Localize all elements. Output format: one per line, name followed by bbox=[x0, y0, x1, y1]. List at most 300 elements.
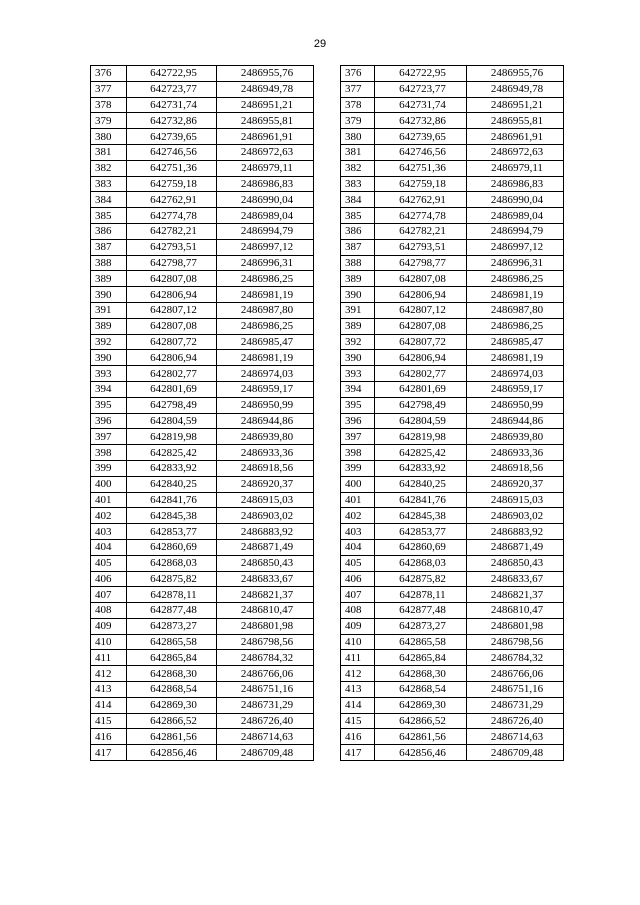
table-row bbox=[91, 223, 564, 239]
table-row bbox=[91, 587, 564, 603]
column-gap bbox=[314, 271, 341, 287]
column-gap bbox=[314, 729, 341, 745]
x-coordinate-cell: 642793,51 bbox=[375, 239, 467, 255]
point-number-cell: 389 bbox=[91, 271, 127, 287]
x-coordinate-cell: 642746,56 bbox=[127, 144, 217, 160]
point-number-cell: 417 bbox=[91, 745, 127, 761]
point-number-cell: 410 bbox=[341, 634, 375, 650]
x-coordinate-cell: 642865,58 bbox=[375, 634, 467, 650]
column-gap bbox=[314, 571, 341, 587]
y-coordinate-cell: 2486850,43 bbox=[217, 555, 314, 571]
x-coordinate-cell: 642877,48 bbox=[375, 603, 467, 619]
x-coordinate-cell: 642868,03 bbox=[375, 555, 467, 571]
y-coordinate-cell: 2486955,81 bbox=[217, 113, 314, 129]
x-coordinate-cell: 642865,58 bbox=[127, 634, 217, 650]
x-coordinate-cell: 642798,77 bbox=[127, 255, 217, 271]
point-number-cell: 377 bbox=[341, 81, 375, 97]
table-row bbox=[91, 539, 564, 555]
y-coordinate-cell: 2486955,76 bbox=[467, 66, 564, 82]
y-coordinate-cell: 2486986,83 bbox=[467, 176, 564, 192]
y-coordinate-cell: 2486949,78 bbox=[467, 81, 564, 97]
y-coordinate-cell: 2486955,81 bbox=[467, 113, 564, 129]
y-coordinate-cell: 2486883,92 bbox=[217, 524, 314, 540]
y-coordinate-cell: 2486903,02 bbox=[467, 508, 564, 524]
y-coordinate-cell: 2486726,40 bbox=[217, 713, 314, 729]
point-number-cell: 391 bbox=[91, 302, 127, 318]
point-number-cell: 396 bbox=[91, 413, 127, 429]
point-number-cell: 378 bbox=[91, 97, 127, 113]
point-number-cell: 410 bbox=[91, 634, 127, 650]
y-coordinate-cell: 2486989,04 bbox=[217, 208, 314, 224]
y-coordinate-cell: 2486709,48 bbox=[467, 745, 564, 761]
point-number-cell: 395 bbox=[341, 397, 375, 413]
table-row bbox=[91, 476, 564, 492]
point-number-cell: 394 bbox=[341, 381, 375, 397]
table-row bbox=[91, 239, 564, 255]
point-number-cell: 388 bbox=[91, 255, 127, 271]
x-coordinate-cell: 642869,30 bbox=[375, 697, 467, 713]
point-number-cell: 393 bbox=[341, 366, 375, 382]
table-row bbox=[91, 697, 564, 713]
x-coordinate-cell: 642723,77 bbox=[375, 81, 467, 97]
point-number-cell: 409 bbox=[91, 618, 127, 634]
column-gap bbox=[314, 666, 341, 682]
point-number-cell: 414 bbox=[341, 697, 375, 713]
y-coordinate-cell: 2486731,29 bbox=[217, 697, 314, 713]
y-coordinate-cell: 2486801,98 bbox=[467, 618, 564, 634]
x-coordinate-cell: 642798,49 bbox=[127, 397, 217, 413]
column-gap bbox=[314, 176, 341, 192]
x-coordinate-cell: 642798,49 bbox=[375, 397, 467, 413]
point-number-cell: 416 bbox=[91, 729, 127, 745]
y-coordinate-cell: 2486821,37 bbox=[217, 587, 314, 603]
table-row bbox=[91, 397, 564, 413]
table-row bbox=[91, 713, 564, 729]
x-coordinate-cell: 642875,82 bbox=[375, 571, 467, 587]
point-number-cell: 386 bbox=[341, 223, 375, 239]
table-row bbox=[91, 66, 564, 82]
table-row bbox=[91, 745, 564, 761]
x-coordinate-cell: 642856,46 bbox=[375, 745, 467, 761]
y-coordinate-cell: 2486955,76 bbox=[217, 66, 314, 82]
y-coordinate-cell: 2486985,47 bbox=[467, 334, 564, 350]
point-number-cell: 389 bbox=[341, 271, 375, 287]
y-coordinate-cell: 2486798,56 bbox=[467, 634, 564, 650]
table-row bbox=[91, 524, 564, 540]
x-coordinate-cell: 642807,08 bbox=[375, 271, 467, 287]
column-gap bbox=[314, 334, 341, 350]
x-coordinate-cell: 642806,94 bbox=[375, 287, 467, 303]
table-row bbox=[91, 160, 564, 176]
y-coordinate-cell: 2486972,63 bbox=[467, 144, 564, 160]
y-coordinate-cell: 2486987,80 bbox=[217, 302, 314, 318]
x-coordinate-cell: 642759,18 bbox=[375, 176, 467, 192]
table-row bbox=[91, 176, 564, 192]
x-coordinate-cell: 642751,36 bbox=[375, 160, 467, 176]
x-coordinate-cell: 642833,92 bbox=[127, 460, 217, 476]
x-coordinate-cell: 642868,30 bbox=[127, 666, 217, 682]
x-coordinate-cell: 642866,52 bbox=[127, 713, 217, 729]
x-coordinate-cell: 642841,76 bbox=[127, 492, 217, 508]
x-coordinate-cell: 642860,69 bbox=[127, 539, 217, 555]
y-coordinate-cell: 2486915,03 bbox=[467, 492, 564, 508]
point-number-cell: 408 bbox=[341, 603, 375, 619]
column-gap bbox=[314, 413, 341, 429]
x-coordinate-cell: 642732,86 bbox=[127, 113, 217, 129]
y-coordinate-cell: 2486751,16 bbox=[217, 682, 314, 698]
point-number-cell: 409 bbox=[341, 618, 375, 634]
point-number-cell: 378 bbox=[341, 97, 375, 113]
point-number-cell: 397 bbox=[341, 429, 375, 445]
y-coordinate-cell: 2486950,99 bbox=[467, 397, 564, 413]
point-number-cell: 400 bbox=[91, 476, 127, 492]
point-number-cell: 393 bbox=[91, 366, 127, 382]
point-number-cell: 376 bbox=[91, 66, 127, 82]
y-coordinate-cell: 2486961,91 bbox=[217, 129, 314, 145]
table-row bbox=[91, 603, 564, 619]
x-coordinate-cell: 642806,94 bbox=[127, 287, 217, 303]
column-gap bbox=[314, 223, 341, 239]
x-coordinate-cell: 642807,12 bbox=[127, 302, 217, 318]
point-number-cell: 411 bbox=[341, 650, 375, 666]
column-gap bbox=[314, 508, 341, 524]
column-gap bbox=[314, 445, 341, 461]
coordinates-table bbox=[90, 65, 564, 761]
y-coordinate-cell: 2486986,25 bbox=[217, 318, 314, 334]
x-coordinate-cell: 642868,30 bbox=[375, 666, 467, 682]
table-row bbox=[91, 287, 564, 303]
point-number-cell: 415 bbox=[91, 713, 127, 729]
point-number-cell: 406 bbox=[91, 571, 127, 587]
point-number-cell: 407 bbox=[341, 587, 375, 603]
x-coordinate-cell: 642866,52 bbox=[375, 713, 467, 729]
column-gap bbox=[314, 318, 341, 334]
x-coordinate-cell: 642840,25 bbox=[375, 476, 467, 492]
table-row bbox=[91, 271, 564, 287]
x-coordinate-cell: 642853,77 bbox=[375, 524, 467, 540]
y-coordinate-cell: 2486997,12 bbox=[467, 239, 564, 255]
x-coordinate-cell: 642878,11 bbox=[127, 587, 217, 603]
column-gap bbox=[314, 603, 341, 619]
table-row bbox=[91, 129, 564, 145]
x-coordinate-cell: 642825,42 bbox=[375, 445, 467, 461]
y-coordinate-cell: 2486726,40 bbox=[467, 713, 564, 729]
y-coordinate-cell: 2486801,98 bbox=[217, 618, 314, 634]
table-row bbox=[91, 508, 564, 524]
column-gap bbox=[314, 587, 341, 603]
x-coordinate-cell: 642722,95 bbox=[127, 66, 217, 82]
x-coordinate-cell: 642873,27 bbox=[375, 618, 467, 634]
table-row bbox=[91, 650, 564, 666]
y-coordinate-cell: 2486933,36 bbox=[217, 445, 314, 461]
table-row bbox=[91, 666, 564, 682]
point-number-cell: 377 bbox=[91, 81, 127, 97]
column-gap bbox=[314, 66, 341, 82]
point-number-cell: 403 bbox=[91, 524, 127, 540]
x-coordinate-cell: 642873,27 bbox=[127, 618, 217, 634]
y-coordinate-cell: 2486990,04 bbox=[467, 192, 564, 208]
table-row bbox=[91, 571, 564, 587]
y-coordinate-cell: 2486974,03 bbox=[467, 366, 564, 382]
table-row bbox=[91, 334, 564, 350]
point-number-cell: 390 bbox=[91, 287, 127, 303]
y-coordinate-cell: 2486821,37 bbox=[467, 587, 564, 603]
point-number-cell: 399 bbox=[341, 460, 375, 476]
column-gap bbox=[314, 650, 341, 666]
x-coordinate-cell: 642868,54 bbox=[127, 682, 217, 698]
y-coordinate-cell: 2486810,47 bbox=[217, 603, 314, 619]
point-number-cell: 407 bbox=[91, 587, 127, 603]
column-gap bbox=[314, 492, 341, 508]
x-coordinate-cell: 642807,08 bbox=[127, 271, 217, 287]
point-number-cell: 401 bbox=[341, 492, 375, 508]
point-number-cell: 391 bbox=[341, 302, 375, 318]
point-number-cell: 417 bbox=[341, 745, 375, 761]
x-coordinate-cell: 642746,56 bbox=[375, 144, 467, 160]
x-coordinate-cell: 642806,94 bbox=[375, 350, 467, 366]
x-coordinate-cell: 642869,30 bbox=[127, 697, 217, 713]
point-number-cell: 385 bbox=[341, 208, 375, 224]
point-number-cell: 376 bbox=[341, 66, 375, 82]
y-coordinate-cell: 2486987,80 bbox=[467, 302, 564, 318]
point-number-cell: 390 bbox=[91, 350, 127, 366]
point-number-cell: 392 bbox=[91, 334, 127, 350]
x-coordinate-cell: 642802,77 bbox=[375, 366, 467, 382]
y-coordinate-cell: 2486990,04 bbox=[217, 192, 314, 208]
y-coordinate-cell: 2486979,11 bbox=[467, 160, 564, 176]
x-coordinate-cell: 642878,11 bbox=[375, 587, 467, 603]
x-coordinate-cell: 642759,18 bbox=[127, 176, 217, 192]
column-gap bbox=[314, 460, 341, 476]
y-coordinate-cell: 2486939,80 bbox=[467, 429, 564, 445]
x-coordinate-cell: 642802,77 bbox=[127, 366, 217, 382]
table-row bbox=[91, 350, 564, 366]
y-coordinate-cell: 2486751,16 bbox=[467, 682, 564, 698]
x-coordinate-cell: 642782,21 bbox=[127, 223, 217, 239]
y-coordinate-cell: 2486989,04 bbox=[467, 208, 564, 224]
point-number-cell: 382 bbox=[91, 160, 127, 176]
table-row bbox=[91, 255, 564, 271]
y-coordinate-cell: 2486944,86 bbox=[217, 413, 314, 429]
y-coordinate-cell: 2486981,19 bbox=[467, 350, 564, 366]
y-coordinate-cell: 2486951,21 bbox=[217, 97, 314, 113]
y-coordinate-cell: 2486784,32 bbox=[467, 650, 564, 666]
column-gap bbox=[314, 97, 341, 113]
point-number-cell: 382 bbox=[341, 160, 375, 176]
point-number-cell: 390 bbox=[341, 350, 375, 366]
column-gap bbox=[314, 144, 341, 160]
table-row bbox=[91, 555, 564, 571]
column-gap bbox=[314, 634, 341, 650]
x-coordinate-cell: 642868,54 bbox=[375, 682, 467, 698]
table-row bbox=[91, 429, 564, 445]
y-coordinate-cell: 2486996,31 bbox=[217, 255, 314, 271]
x-coordinate-cell: 642804,59 bbox=[375, 413, 467, 429]
x-coordinate-cell: 642731,74 bbox=[127, 97, 217, 113]
point-number-cell: 383 bbox=[91, 176, 127, 192]
point-number-cell: 381 bbox=[91, 144, 127, 160]
y-coordinate-cell: 2486810,47 bbox=[467, 603, 564, 619]
y-coordinate-cell: 2486974,03 bbox=[217, 366, 314, 382]
x-coordinate-cell: 642868,03 bbox=[127, 555, 217, 571]
y-coordinate-cell: 2486981,19 bbox=[467, 287, 564, 303]
x-coordinate-cell: 642807,08 bbox=[375, 318, 467, 334]
table-row bbox=[91, 381, 564, 397]
y-coordinate-cell: 2486986,25 bbox=[467, 318, 564, 334]
column-gap bbox=[314, 745, 341, 761]
point-number-cell: 398 bbox=[91, 445, 127, 461]
y-coordinate-cell: 2486981,19 bbox=[217, 350, 314, 366]
table-row bbox=[91, 144, 564, 160]
column-gap bbox=[314, 397, 341, 413]
point-number-cell: 380 bbox=[341, 129, 375, 145]
x-coordinate-cell: 642825,42 bbox=[127, 445, 217, 461]
x-coordinate-cell: 642807,72 bbox=[375, 334, 467, 350]
table-row bbox=[91, 618, 564, 634]
x-coordinate-cell: 642751,36 bbox=[127, 160, 217, 176]
point-number-cell: 387 bbox=[341, 239, 375, 255]
x-coordinate-cell: 642845,38 bbox=[375, 508, 467, 524]
table-row bbox=[91, 97, 564, 113]
x-coordinate-cell: 642762,91 bbox=[375, 192, 467, 208]
y-coordinate-cell: 2486915,03 bbox=[217, 492, 314, 508]
point-number-cell: 413 bbox=[91, 682, 127, 698]
y-coordinate-cell: 2486979,11 bbox=[217, 160, 314, 176]
x-coordinate-cell: 642840,25 bbox=[127, 476, 217, 492]
point-number-cell: 388 bbox=[341, 255, 375, 271]
column-gap bbox=[314, 682, 341, 698]
point-number-cell: 396 bbox=[341, 413, 375, 429]
x-coordinate-cell: 642762,91 bbox=[127, 192, 217, 208]
page-number: 29 bbox=[313, 38, 327, 50]
y-coordinate-cell: 2486951,21 bbox=[467, 97, 564, 113]
point-number-cell: 398 bbox=[341, 445, 375, 461]
table-row bbox=[91, 81, 564, 97]
point-number-cell: 395 bbox=[91, 397, 127, 413]
column-gap bbox=[314, 476, 341, 492]
point-number-cell: 392 bbox=[341, 334, 375, 350]
point-number-cell: 405 bbox=[91, 555, 127, 571]
column-gap bbox=[314, 255, 341, 271]
point-number-cell: 408 bbox=[91, 603, 127, 619]
x-coordinate-cell: 642739,65 bbox=[375, 129, 467, 145]
point-number-cell: 389 bbox=[341, 318, 375, 334]
y-coordinate-cell: 2486997,12 bbox=[217, 239, 314, 255]
x-coordinate-cell: 642819,98 bbox=[127, 429, 217, 445]
point-number-cell: 379 bbox=[91, 113, 127, 129]
x-coordinate-cell: 642833,92 bbox=[375, 460, 467, 476]
table-row bbox=[91, 318, 564, 334]
x-coordinate-cell: 642841,76 bbox=[375, 492, 467, 508]
x-coordinate-cell: 642793,51 bbox=[127, 239, 217, 255]
y-coordinate-cell: 2486833,67 bbox=[467, 571, 564, 587]
y-coordinate-cell: 2486985,47 bbox=[217, 334, 314, 350]
point-number-cell: 403 bbox=[341, 524, 375, 540]
y-coordinate-cell: 2486986,25 bbox=[467, 271, 564, 287]
y-coordinate-cell: 2486994,79 bbox=[467, 223, 564, 239]
x-coordinate-cell: 642865,84 bbox=[127, 650, 217, 666]
point-number-cell: 394 bbox=[91, 381, 127, 397]
column-gap bbox=[314, 381, 341, 397]
y-coordinate-cell: 2486918,56 bbox=[217, 460, 314, 476]
column-gap bbox=[314, 239, 341, 255]
y-coordinate-cell: 2486883,92 bbox=[467, 524, 564, 540]
column-gap bbox=[314, 208, 341, 224]
x-coordinate-cell: 642853,77 bbox=[127, 524, 217, 540]
column-gap bbox=[314, 713, 341, 729]
point-number-cell: 385 bbox=[91, 208, 127, 224]
x-coordinate-cell: 642865,84 bbox=[375, 650, 467, 666]
y-coordinate-cell: 2486918,56 bbox=[467, 460, 564, 476]
column-gap bbox=[314, 555, 341, 571]
table-row bbox=[91, 492, 564, 508]
x-coordinate-cell: 642819,98 bbox=[375, 429, 467, 445]
x-coordinate-cell: 642856,46 bbox=[127, 745, 217, 761]
x-coordinate-cell: 642732,86 bbox=[375, 113, 467, 129]
y-coordinate-cell: 2486784,32 bbox=[217, 650, 314, 666]
x-coordinate-cell: 642731,74 bbox=[375, 97, 467, 113]
column-gap bbox=[314, 366, 341, 382]
column-gap bbox=[314, 350, 341, 366]
column-gap bbox=[314, 697, 341, 713]
x-coordinate-cell: 642774,78 bbox=[127, 208, 217, 224]
point-number-cell: 390 bbox=[341, 287, 375, 303]
point-number-cell: 413 bbox=[341, 682, 375, 698]
y-coordinate-cell: 2486950,99 bbox=[217, 397, 314, 413]
y-coordinate-cell: 2486798,56 bbox=[217, 634, 314, 650]
point-number-cell: 400 bbox=[341, 476, 375, 492]
table-row bbox=[91, 302, 564, 318]
x-coordinate-cell: 642877,48 bbox=[127, 603, 217, 619]
point-number-cell: 412 bbox=[91, 666, 127, 682]
point-number-cell: 402 bbox=[91, 508, 127, 524]
point-number-cell: 379 bbox=[341, 113, 375, 129]
point-number-cell: 402 bbox=[341, 508, 375, 524]
point-number-cell: 399 bbox=[91, 460, 127, 476]
table-row bbox=[91, 682, 564, 698]
x-coordinate-cell: 642774,78 bbox=[375, 208, 467, 224]
point-number-cell: 381 bbox=[341, 144, 375, 160]
point-number-cell: 416 bbox=[341, 729, 375, 745]
point-number-cell: 415 bbox=[341, 713, 375, 729]
x-coordinate-cell: 642845,38 bbox=[127, 508, 217, 524]
x-coordinate-cell: 642804,59 bbox=[127, 413, 217, 429]
table-row bbox=[91, 366, 564, 382]
y-coordinate-cell: 2486961,91 bbox=[467, 129, 564, 145]
column-gap bbox=[314, 302, 341, 318]
point-number-cell: 411 bbox=[91, 650, 127, 666]
y-coordinate-cell: 2486972,63 bbox=[217, 144, 314, 160]
point-number-cell: 387 bbox=[91, 239, 127, 255]
x-coordinate-cell: 642801,69 bbox=[375, 381, 467, 397]
column-gap bbox=[314, 287, 341, 303]
y-coordinate-cell: 2486731,29 bbox=[467, 697, 564, 713]
y-coordinate-cell: 2486986,25 bbox=[217, 271, 314, 287]
y-coordinate-cell: 2486766,06 bbox=[467, 666, 564, 682]
column-gap bbox=[314, 192, 341, 208]
table-row bbox=[91, 634, 564, 650]
point-number-cell: 404 bbox=[91, 539, 127, 555]
x-coordinate-cell: 642806,94 bbox=[127, 350, 217, 366]
y-coordinate-cell: 2486986,83 bbox=[217, 176, 314, 192]
point-number-cell: 386 bbox=[91, 223, 127, 239]
x-coordinate-cell: 642861,56 bbox=[375, 729, 467, 745]
column-gap bbox=[314, 429, 341, 445]
y-coordinate-cell: 2486850,43 bbox=[467, 555, 564, 571]
table-row bbox=[91, 445, 564, 461]
column-gap bbox=[314, 539, 341, 555]
point-number-cell: 404 bbox=[341, 539, 375, 555]
